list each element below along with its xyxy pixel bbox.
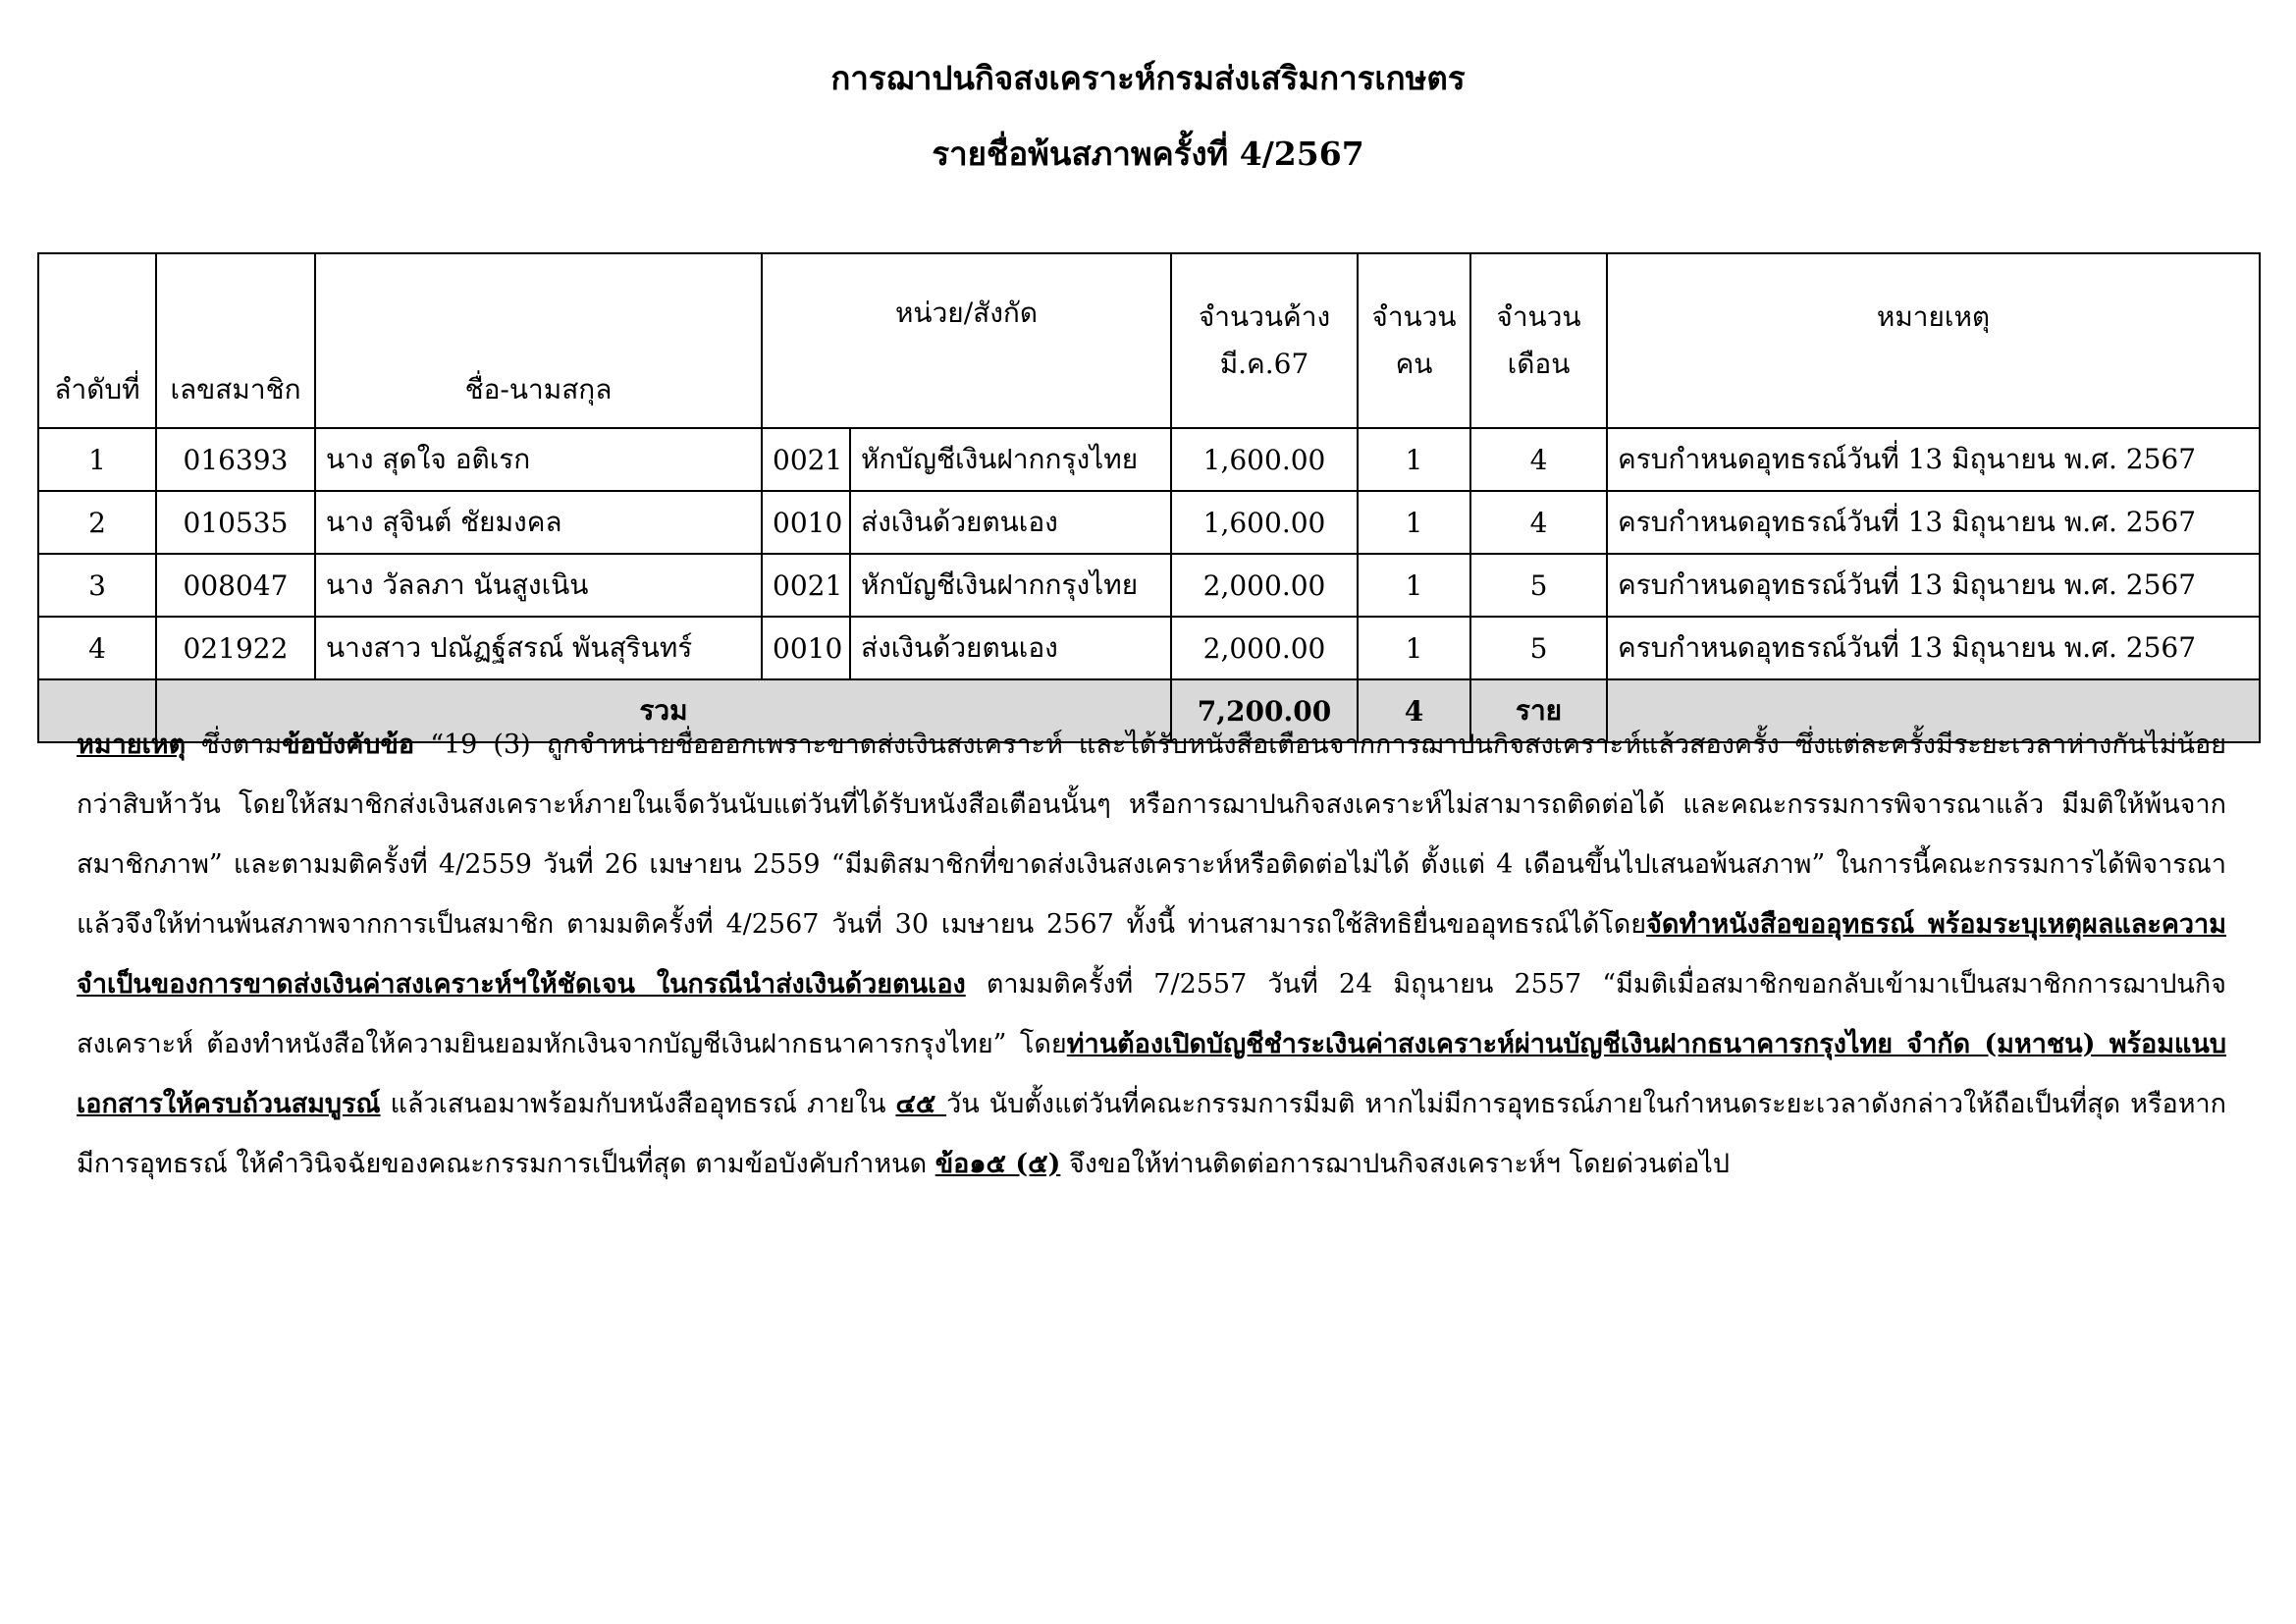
cell-amount: 2,000.00 bbox=[1171, 554, 1358, 617]
total-label: รวม bbox=[156, 679, 1171, 742]
remark-text: ซึ่งตาม bbox=[186, 730, 283, 760]
col-header-member-id: เลขสมาชิก bbox=[156, 253, 315, 428]
cell-persons: 1 bbox=[1358, 554, 1470, 617]
deadline-days: ๔๕ bbox=[895, 1089, 947, 1119]
appeal-instruction: จัดทำหนังสือขออุทธรณ์ พร้อมระบุเหตุผลและความจำเป็นของการขาดส่งเงินค่าสงเคราะห์ฯให้ชัดเจน ในกรณีนำส่งเงินด้วยตนเอง bbox=[77, 909, 2227, 1000]
cell-persons: 1 bbox=[1358, 491, 1470, 554]
cell-persons: 1 bbox=[1358, 617, 1470, 679]
cell-unit-name: หักบัญชีเงินฝากกรุงไทย bbox=[850, 428, 1171, 491]
col-header-months: จำนวน เดือน bbox=[1470, 253, 1607, 428]
cell-no: 2 bbox=[38, 491, 156, 554]
table-row bbox=[38, 428, 2260, 491]
cell-unit-name: หักบัญชีเงินฝากกรุงไทย bbox=[850, 554, 1171, 617]
cell-amount: 1,600.00 bbox=[1171, 428, 1358, 491]
regulation-clause: ข้อ๑๕ (๕) bbox=[934, 1149, 1061, 1179]
col-header-name: ชื่อ-นามสกุล bbox=[315, 253, 762, 428]
member-table bbox=[37, 252, 2261, 743]
cell-member-id: 008047 bbox=[156, 554, 315, 617]
cell-name: นางสาว ปณัฏฐ์สรณ์ พันสุรินทร์ bbox=[315, 617, 762, 679]
cell-remark: ครบกำหนดอุทธรณ์วันที่ 13 มิถุนายน พ.ศ. 2567 bbox=[1607, 428, 2260, 491]
col-header-unit: หน่วย/สังกัด bbox=[762, 253, 1171, 428]
page-subtitle: รายชื่อพ้นสภาพครั้งที่ 4/2567 bbox=[932, 135, 1364, 173]
cell-name: นาง สุจินต์ ชัยมงคล bbox=[315, 491, 762, 554]
cell-amount: 2,000.00 bbox=[1171, 617, 1358, 679]
table-row bbox=[38, 491, 2260, 554]
total-amount: 7,200.00 bbox=[1171, 679, 1358, 742]
cell-no: 4 bbox=[38, 617, 156, 679]
cell-unit-name: ส่งเงินด้วยตนเอง bbox=[850, 617, 1171, 679]
col-header-persons: จำนวน คน bbox=[1358, 253, 1470, 428]
table-row bbox=[38, 554, 2260, 617]
cell-no: 1 bbox=[38, 428, 156, 491]
cell-unit-code: 0021 bbox=[762, 554, 850, 617]
cell-member-id: 016393 bbox=[156, 428, 315, 491]
cell-remark: ครบกำหนดอุทธรณ์วันที่ 13 มิถุนายน พ.ศ. 2567 bbox=[1607, 554, 2260, 617]
total-persons: 4 bbox=[1358, 679, 1470, 742]
cell-months: 4 bbox=[1470, 428, 1607, 491]
cell-no: 3 bbox=[38, 554, 156, 617]
cell-remark: ครบกำหนดอุทธรณ์วันที่ 13 มิถุนายน พ.ศ. 2567 bbox=[1607, 491, 2260, 554]
cell-unit-code: 0010 bbox=[762, 491, 850, 554]
remark-heading: หมายเหตุ bbox=[77, 730, 187, 760]
table-header-row bbox=[38, 253, 2260, 428]
remark-text: จึงขอให้ท่านติดต่อการฌาปนกิจสงเคราะห์ฯ โดยด่วนต่อไป bbox=[1060, 1149, 1730, 1179]
regulation-ref: ข้อบังคับข้อ bbox=[282, 730, 415, 760]
account-requirement: ท่านต้องเปิดบัญชีชำระเงินค่าสงเคราะห์ผ่านบัญชีเงินฝากธนาคารกรุงไทย จำกัด (มหาชน) พร้อมแนบเอกสารให้ครบถ้วนสมบูรณ์ bbox=[77, 1029, 2227, 1119]
remark-text: “19 (3) ถูกจำหน่ายชื่อออกเพราะขาดส่งเงินสงเคราะห์ และได้รับหนังสือเตือนจากการฌาปนกิจสงเคราะห์แล้วสองครั้ง ซึ่งแต่ละครั้งมีระยะเวลาห่างกันไม่น้อยกว่าสิบห้าวัน โดยให้สมาชิกส่งเงินสงเคราะห์ภายในเจ็ดวันนับแต่วันที่ได้รับหนังสือเตือนนั้นๆ หรือการฌาปนกิจสงเคราะห์ไม่สามารถติดต่อได้ และคณะกรรมการพิจารณาแล้ว มีมติให้พ้นจากสมาชิกภาพ” และตามมติครั้งที่ 4/2559 วันที่ 26 เมษายน 2559 “มีมติสมาชิกที่ขาดส่งเงินสงเคราะห์หรือติดต่อไม่ได้ ตั้งแต่ 4 เดือนขึ้นไปเสนอพ้นสภาพ” ในการนี้คณะกรรมการได้พิจารณาแล้วจึงให้ท่านพ้นสภาพจากการเป็นสมาชิก ตามมติครั้งที่ 4/2567 วันที่ 30 เมษายน 2567 ทั้งนี้ ท่านสามารถใช้สิทธิยื่นขออุทธรณ์ได้โดย bbox=[77, 730, 2226, 940]
cell-name: นาง สุดใจ อติเรก bbox=[315, 428, 762, 491]
cell-member-id: 010535 bbox=[156, 491, 315, 554]
cell-remark: ครบกำหนดอุทธรณ์วันที่ 13 มิถุนายน พ.ศ. 2567 bbox=[1607, 617, 2260, 679]
cell-unit-code: 0021 bbox=[762, 428, 850, 491]
cell-unit-code: 0010 bbox=[762, 617, 850, 679]
remark-text: แล้วเสนอมาพร้อมกับหนังสืออุทธรณ์ ภายใน bbox=[380, 1089, 896, 1119]
remark-text: วัน นับตั้งแต่วันที่คณะกรรมการมีมติ หากไม่มีการอุทธรณ์ภายในกำหนดระยะเวลาดังกล่าวให้ถือเป็นที่สุด หรือหากมีการอุทธรณ์ ให้คำวินิจฉัยของคณะกรรมการเป็นที่สุด ตามข้อบังคับกำหนด bbox=[77, 1089, 2226, 1179]
col-header-remark: หมายเหตุ bbox=[1607, 253, 2260, 428]
col-header-no: ลำดับที่ bbox=[38, 253, 156, 428]
page-title: การฌาปนกิจสงเคราะห์กรมส่งเสริมการเกษตร bbox=[830, 59, 1466, 97]
remark-paragraph bbox=[77, 715, 2226, 1194]
total-unit: ราย bbox=[1470, 679, 1607, 742]
cell-member-id: 021922 bbox=[156, 617, 315, 679]
cell-name: นาง วัลลภา นันสูงเนิน bbox=[315, 554, 762, 617]
table-row bbox=[38, 617, 2260, 679]
cell-months: 5 bbox=[1470, 554, 1607, 617]
cell-amount: 1,600.00 bbox=[1171, 491, 1358, 554]
col-header-amount: จำนวนค้าง มี.ค.67 bbox=[1171, 253, 1358, 428]
remark-text: ตามมติครั้งที่ 7/2557 วันที่ 24 มิถุนายน 2557 “มีมติเมื่อสมาชิกขอกลับเข้ามาเป็นสมาชิกการฌาปนกิจสงเคราะห์ ต้องทำหนังสือให้ความยินยอมหักเงินจากบัญชีเงินฝากธนาคารกรุงไทย” โดย bbox=[77, 969, 2227, 1059]
cell-months: 5 bbox=[1470, 617, 1607, 679]
cell-unit-name: ส่งเงินด้วยตนเอง bbox=[850, 491, 1171, 554]
cell-months: 4 bbox=[1470, 491, 1607, 554]
cell-persons: 1 bbox=[1358, 428, 1470, 491]
